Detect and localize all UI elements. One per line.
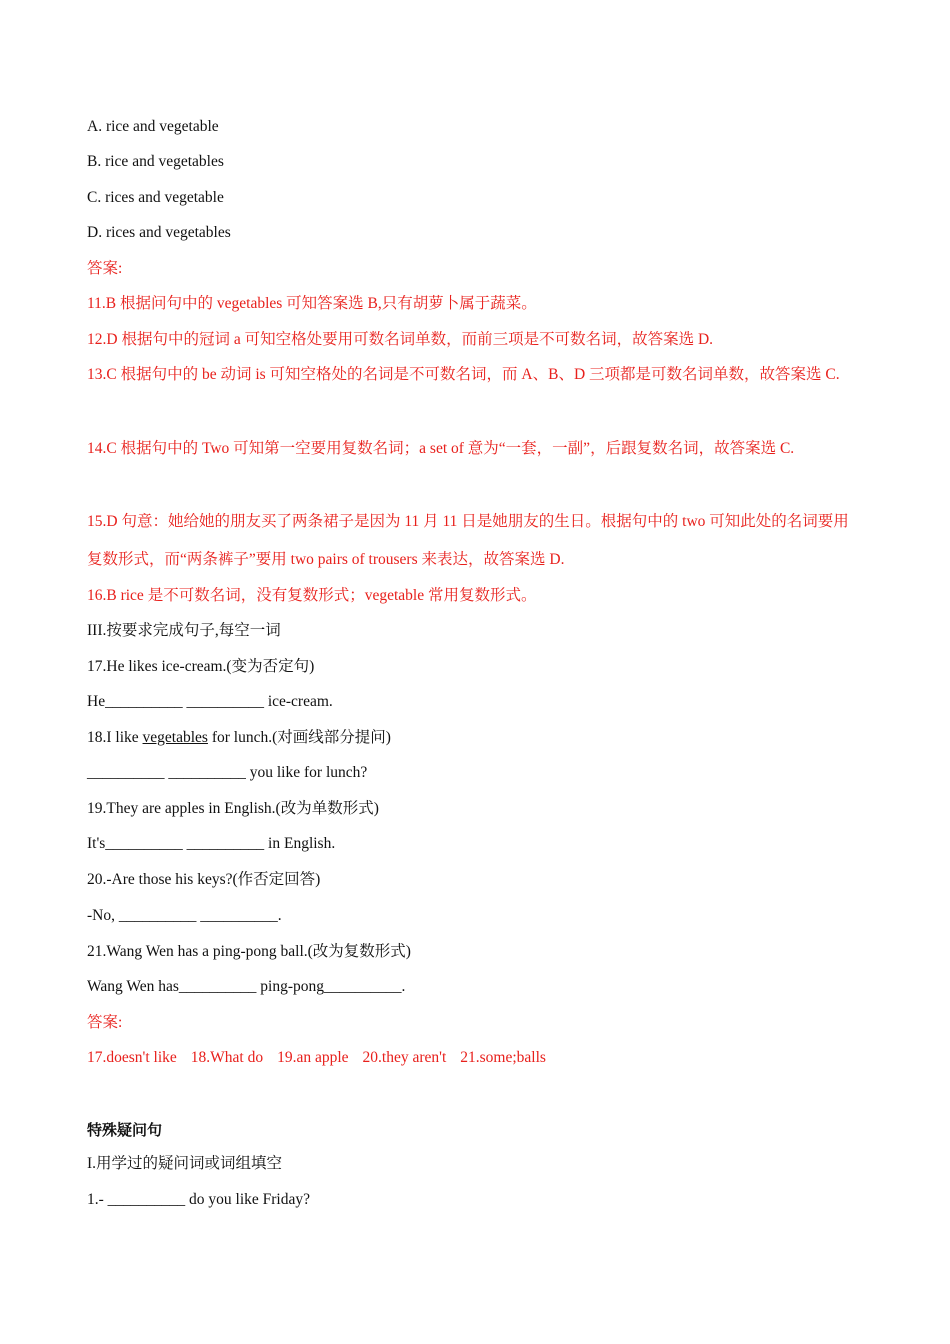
- explanation-14: 14.C 根据句中的 Two 可知第一空要用复数名词；a set of 意为“一套，一副”，后跟复数名词，故答案选 C.: [87, 440, 795, 457]
- answer-20: 20.they aren't: [362, 1049, 447, 1066]
- blank-17: He__________ __________ ice-cream.: [87, 693, 333, 710]
- answer-21: 21.some;balls: [460, 1049, 546, 1066]
- explanation-11: 11.B 根据问句中的 vegetables 可知答案选 B,只有胡萝卜属于蔬菜。: [87, 295, 537, 312]
- heading: 特殊疑问句: [87, 1121, 163, 1139]
- q18-suffix: for lunch.(对画线部分提问): [207, 729, 391, 746]
- blank-19: It's__________ __________ in English.: [87, 835, 336, 852]
- q18-prefix: 18.I like: [87, 729, 143, 746]
- answer-19: 19.an apple: [277, 1049, 349, 1066]
- explanation-15: 15.D 句意：她给她的朋友买了两条裙子是因为 11 月 11 日是她朋友的生日。根据句中的 two 可知此处的名词要用复数形式，而“两条裤子”要用 two pairs of trousers 来表达，故答案选 D.: [87, 513, 849, 568]
- explanation-13: 13.C 根据句中的 be 动词 is 可知空格处的名词是不可数名词，而 A、B、D 三项都是可数名词单数，故答案选 C.: [87, 366, 840, 383]
- question-21: 21.Wang Wen has a ping-pong ball.(改为复数形式): [87, 943, 411, 960]
- blank-18: __________ __________ you like for lunch?: [87, 764, 368, 781]
- option-b: B. rice and vegetables: [87, 153, 224, 170]
- option-c: C. rices and vegetable: [87, 189, 224, 206]
- section1-title: I.用学过的疑问词或词组填空: [87, 1155, 283, 1172]
- question-18: [87, 728, 863, 748]
- blank-20: -No, __________ __________.: [87, 907, 282, 924]
- question-17: 17.He likes ice-cream.(变为否定句): [87, 658, 315, 675]
- blank-21: Wang Wen has__________ ping-pong__________.: [87, 978, 406, 995]
- answer-17: 17.doesn't like: [87, 1049, 177, 1066]
- answer-label-2: 答案:: [87, 1014, 123, 1031]
- answer-label: 答案:: [87, 260, 123, 277]
- option-a: A. rice and vegetable: [87, 118, 219, 135]
- option-d: D. rices and vegetables: [87, 224, 231, 241]
- explanation-12: 12.D 根据句中的冠词 a 可知空格处要用可数名词单数，而前三项是不可数名词，故答案选 D.: [87, 331, 714, 348]
- question-1: 1.- __________ do you like Friday?: [87, 1191, 311, 1208]
- question-20: 20.-Are those his keys?(作否定回答): [87, 871, 321, 888]
- q18-underlined: vegetables: [142, 729, 208, 746]
- section-title: III.按要求完成句子,每空一词: [87, 622, 281, 639]
- explanation-16: 16.B rice 是不可数名词，没有复数形式；vegetable 常用复数形式。: [87, 587, 537, 604]
- answer-18: 18.What do: [190, 1049, 264, 1066]
- answers-line: [87, 1048, 863, 1068]
- question-19: 19.They are apples in English.(改为单数形式): [87, 800, 379, 817]
